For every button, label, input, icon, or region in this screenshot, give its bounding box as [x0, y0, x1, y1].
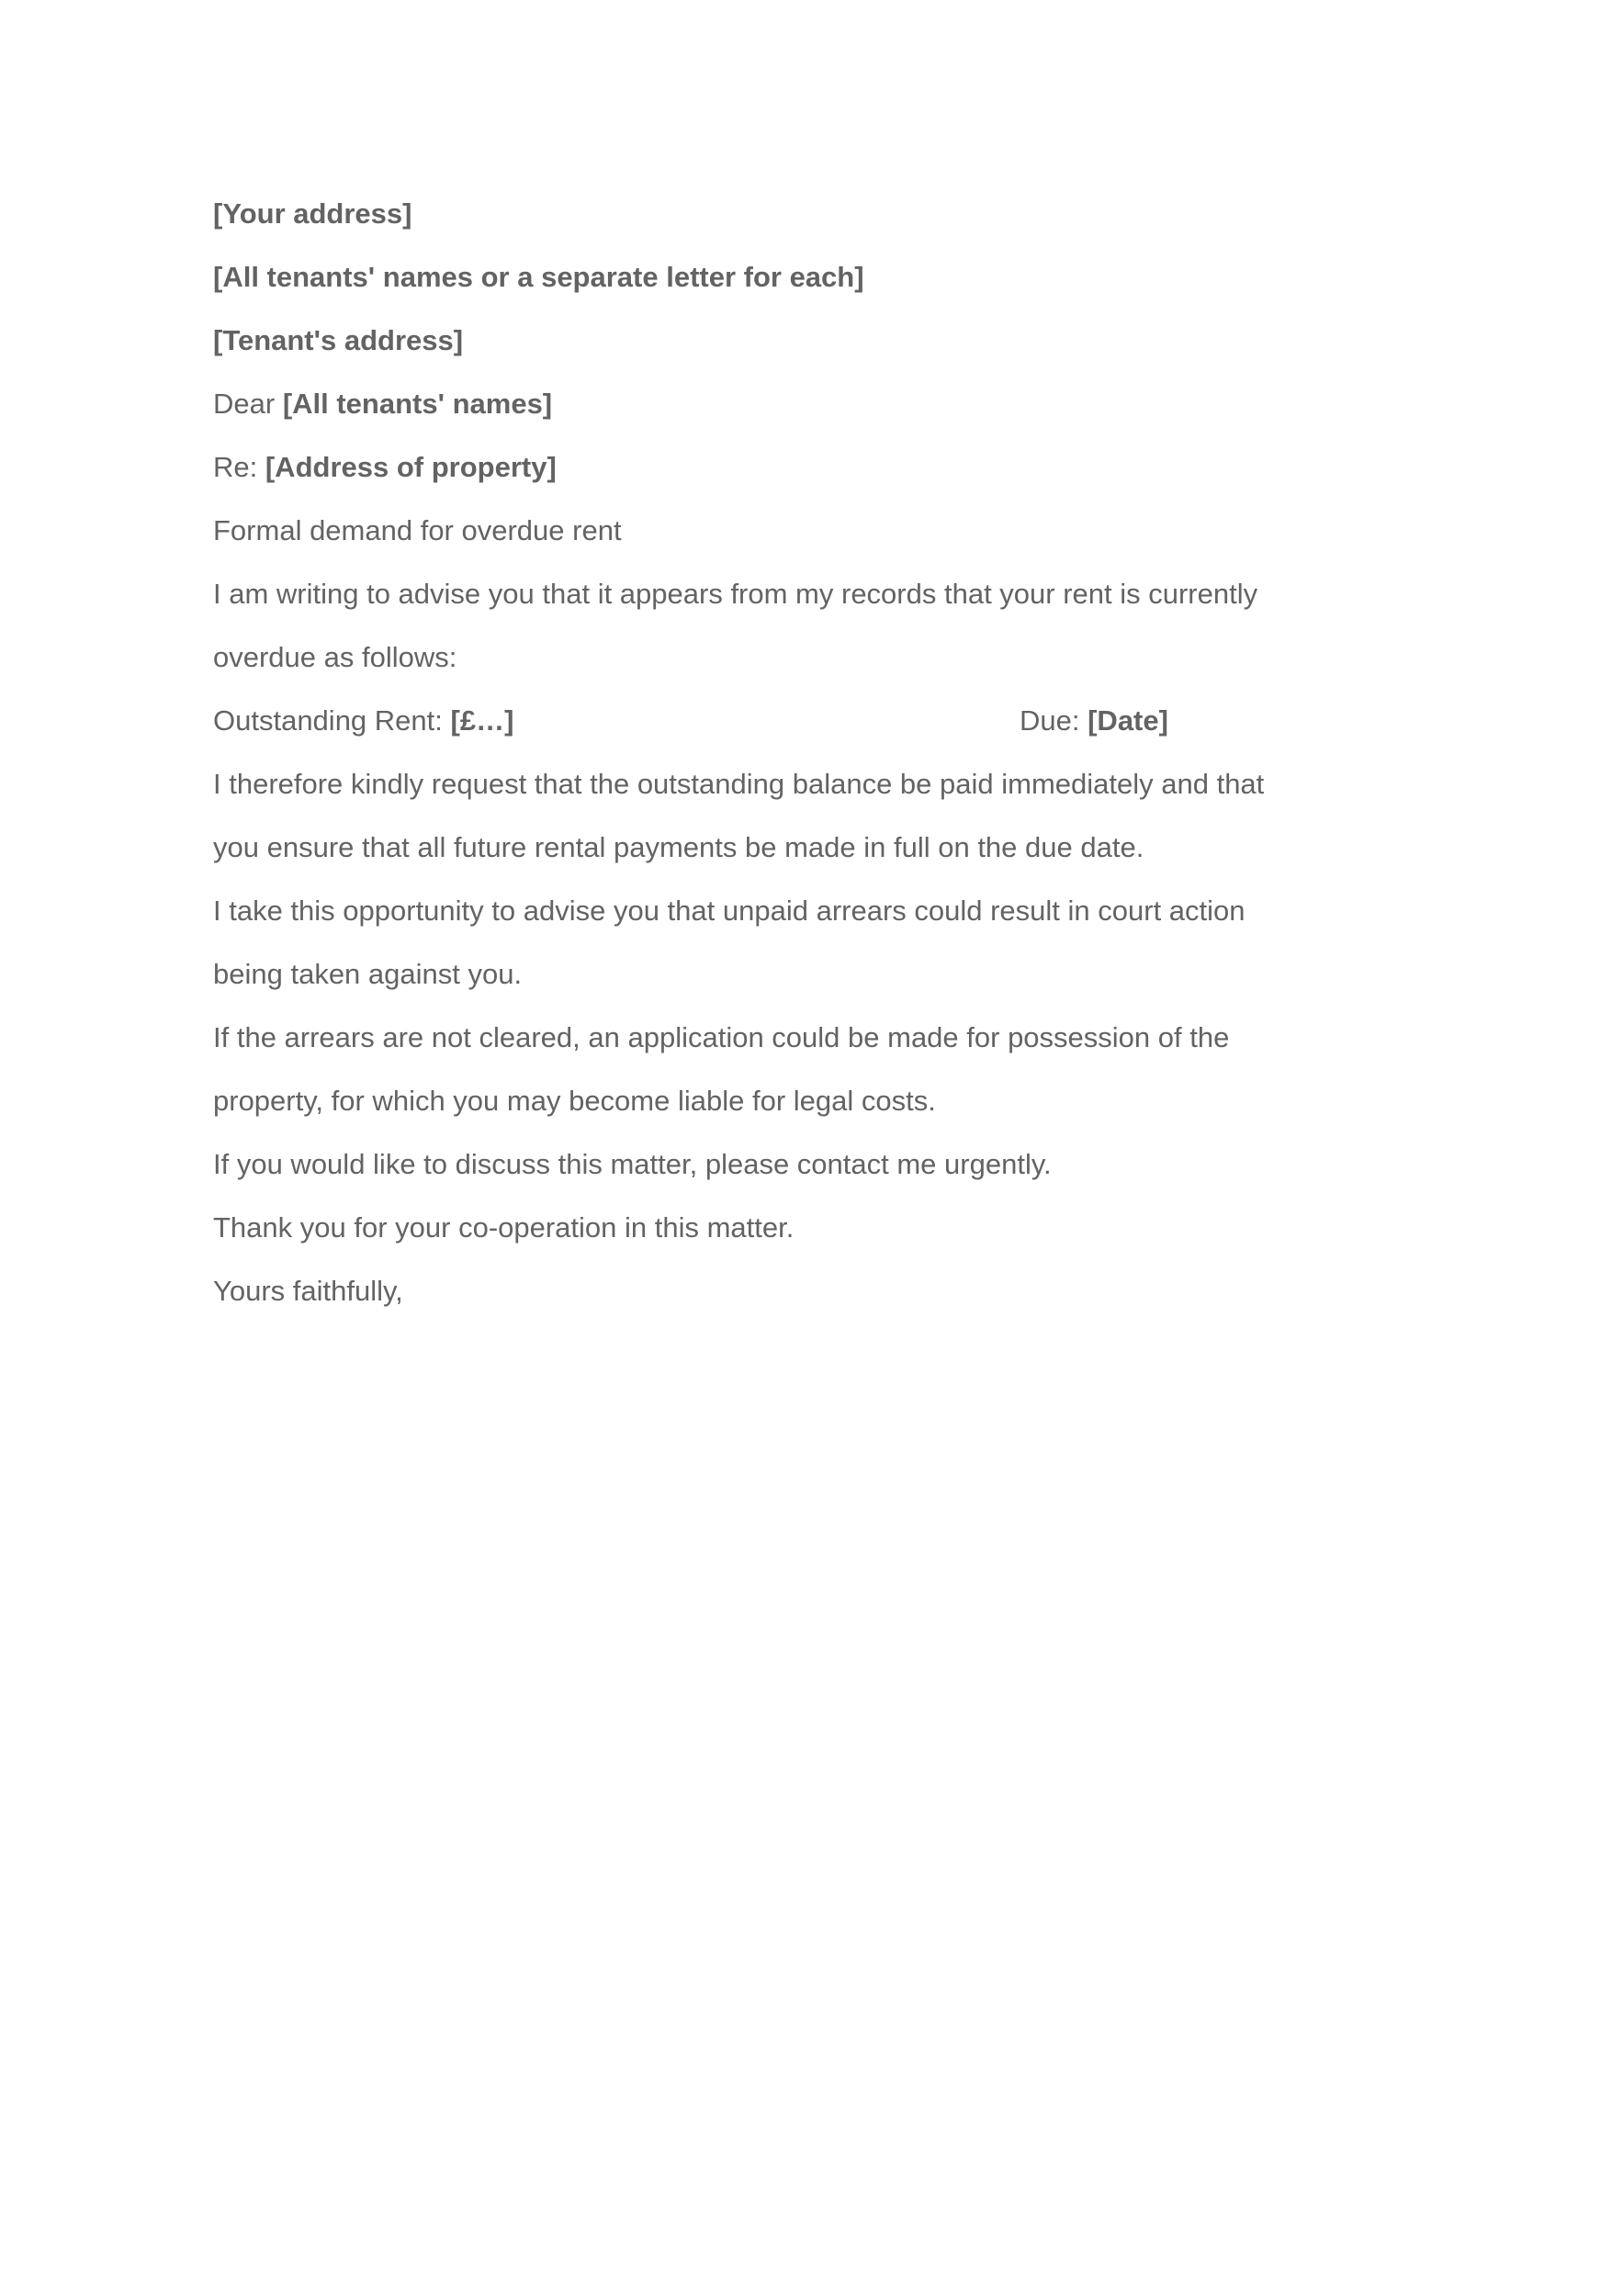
request-line-2: you ensure that all future rental payments be made in full on the due date.	[213, 831, 1144, 863]
outstanding-rent-amount: [£…]	[450, 704, 514, 737]
warning-line-1: I take this opportunity to advise you that unpaid arrears could result in court action	[213, 895, 1245, 927]
possession-line-2: property, for which you may become liable for legal costs.	[213, 1085, 936, 1117]
warning-line-2: being taken against you.	[213, 958, 523, 990]
salutation	[213, 382, 1297, 445]
due-field	[1020, 699, 1168, 743]
thanks-line: Thank you for your co-operation in this matter.	[213, 1211, 795, 1244]
due-label: Due:	[1020, 704, 1088, 737]
salutation-placeholder: [All tenants' names]	[282, 388, 553, 420]
regarding-line	[213, 445, 1297, 509]
outstanding-rent-line	[213, 699, 1297, 762]
letter-page	[213, 192, 1297, 1333]
request-line-1: I therefore kindly request that the outstanding balance be paid immediately and that	[213, 768, 1265, 800]
due-date: [Date]	[1088, 704, 1168, 737]
possession-line-1: If the arrears are not cleared, an application could be made for possession of the	[213, 1021, 1230, 1053]
intro-line-1: I am writing to advise you that it appears from my records that your rent is currently	[213, 578, 1258, 610]
contact-line: If you would like to discuss this matter, please contact me urgently.	[213, 1148, 1052, 1180]
outstanding-rent-label: Outstanding Rent:	[213, 704, 451, 737]
salutation-prefix: Dear	[213, 388, 283, 420]
intro-line-2: overdue as follows:	[213, 641, 457, 673]
tenant-address: [Tenant's address]	[213, 324, 464, 356]
regarding-prefix: Re:	[213, 451, 265, 483]
regarding-placeholder: [Address of property]	[265, 451, 557, 483]
letter-subject: Formal demand for overdue rent	[213, 514, 622, 546]
closing-line: Yours faithfully,	[213, 1275, 403, 1307]
tenants-names-block: [All tenants' names or a separate letter for each]	[213, 261, 864, 293]
sender-address: [Your address]	[213, 197, 412, 230]
